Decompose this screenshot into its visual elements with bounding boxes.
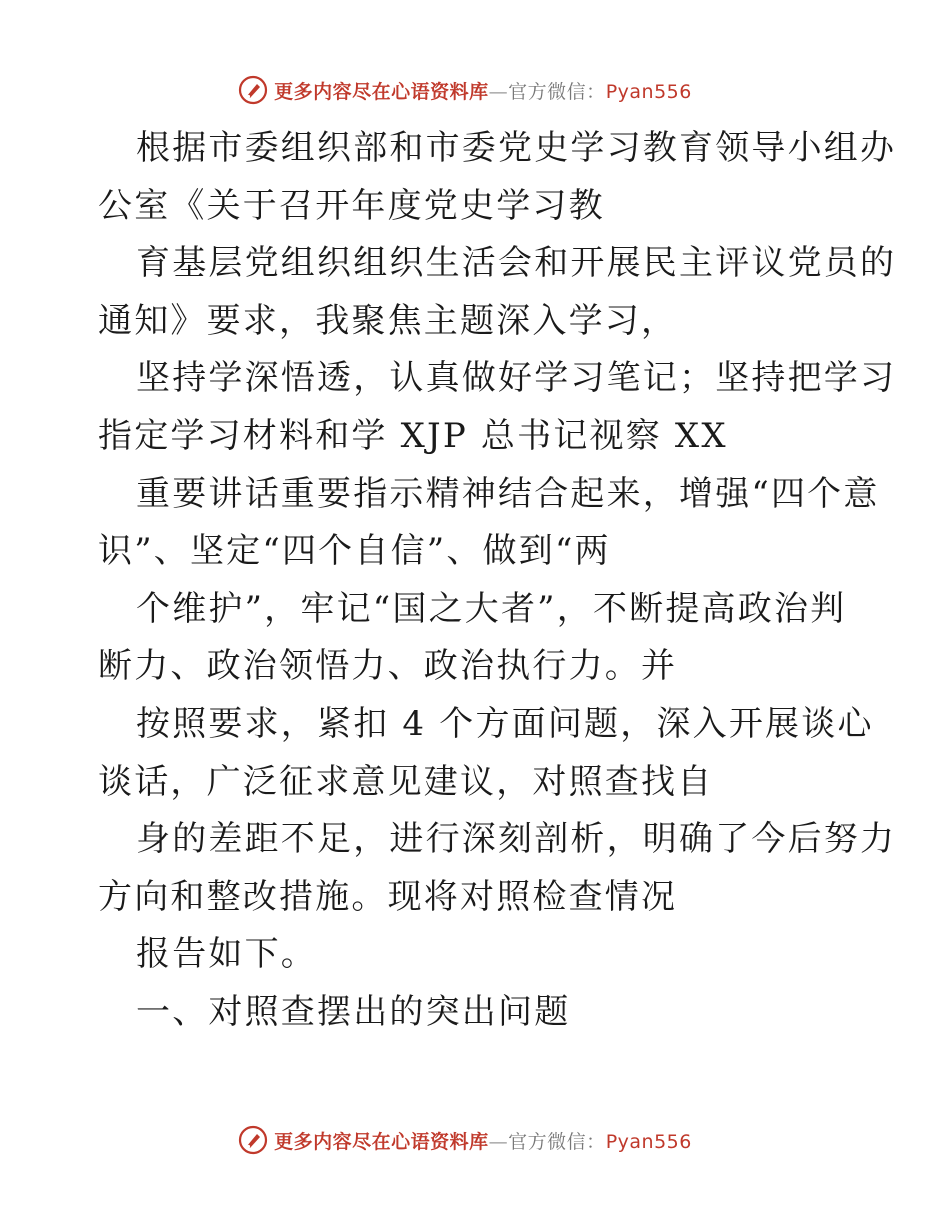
text-line: 公室《关于召开年度党史学习教 [98, 185, 605, 226]
section-heading: 一、对照查摆出的突出问题 [136, 991, 571, 1032]
watermark-wechat-id: Pyan556 [605, 80, 692, 103]
text-line: 重要讲话重要指示精神结合起来，增强“四个意 [136, 473, 880, 514]
footer-watermark [0, 1122, 950, 1158]
header-watermark [0, 72, 950, 108]
watermark-group [238, 1125, 692, 1155]
document-body [98, 120, 897, 1042]
watermark-text [274, 1127, 692, 1154]
text-line: 断力、政治领悟力、政治执行力。并 [98, 646, 678, 687]
text-line: 按照要求，紧扣 4 个方面问题，深入开展谈心 [136, 703, 874, 744]
watermark-wechat-label: 官方微信： [508, 80, 606, 103]
text-line: 方向和整改措施。现将对照检查情况 [98, 876, 678, 917]
text-line: 个维护”，牢记“国之大者”，不断提高政治判 [136, 588, 847, 629]
text-line: 报告如下。 [136, 934, 317, 975]
watermark-text [274, 77, 692, 104]
pen-nib-icon [238, 1125, 268, 1155]
text-line: 识”、坚定“四个自信”、做到“两 [98, 531, 611, 572]
watermark-site-text: 更多内容尽在心语资料库 [274, 80, 489, 103]
watermark-dash: — [488, 1130, 509, 1153]
text-line: 谈话，广泛征求意见建议，对照查找自 [98, 761, 714, 802]
text-line: 根据市委组织部和市委党史学习教育领导小组办 [136, 128, 897, 168]
watermark-wechat-label: 官方微信： [508, 1130, 606, 1153]
watermark-group [238, 75, 692, 105]
pen-nib-icon [238, 75, 268, 105]
text-line: 通知》要求，我聚焦主题深入学习， [98, 300, 678, 341]
text-line: 身的差距不足，进行深刻剖析，明确了今后努力 [136, 819, 897, 860]
watermark-dash: — [488, 80, 509, 103]
text-line: 指定学习材料和学 XJP 总书记视察 XX [98, 415, 728, 456]
watermark-site-text: 更多内容尽在心语资料库 [274, 1130, 489, 1153]
watermark-wechat-id: Pyan556 [605, 1130, 692, 1153]
text-line: 坚持学深悟透，认真做好学习笔记；坚持把学习 [136, 358, 897, 399]
text-line: 育基层党组织组织生活会和开展民主评议党员的 [136, 243, 897, 284]
